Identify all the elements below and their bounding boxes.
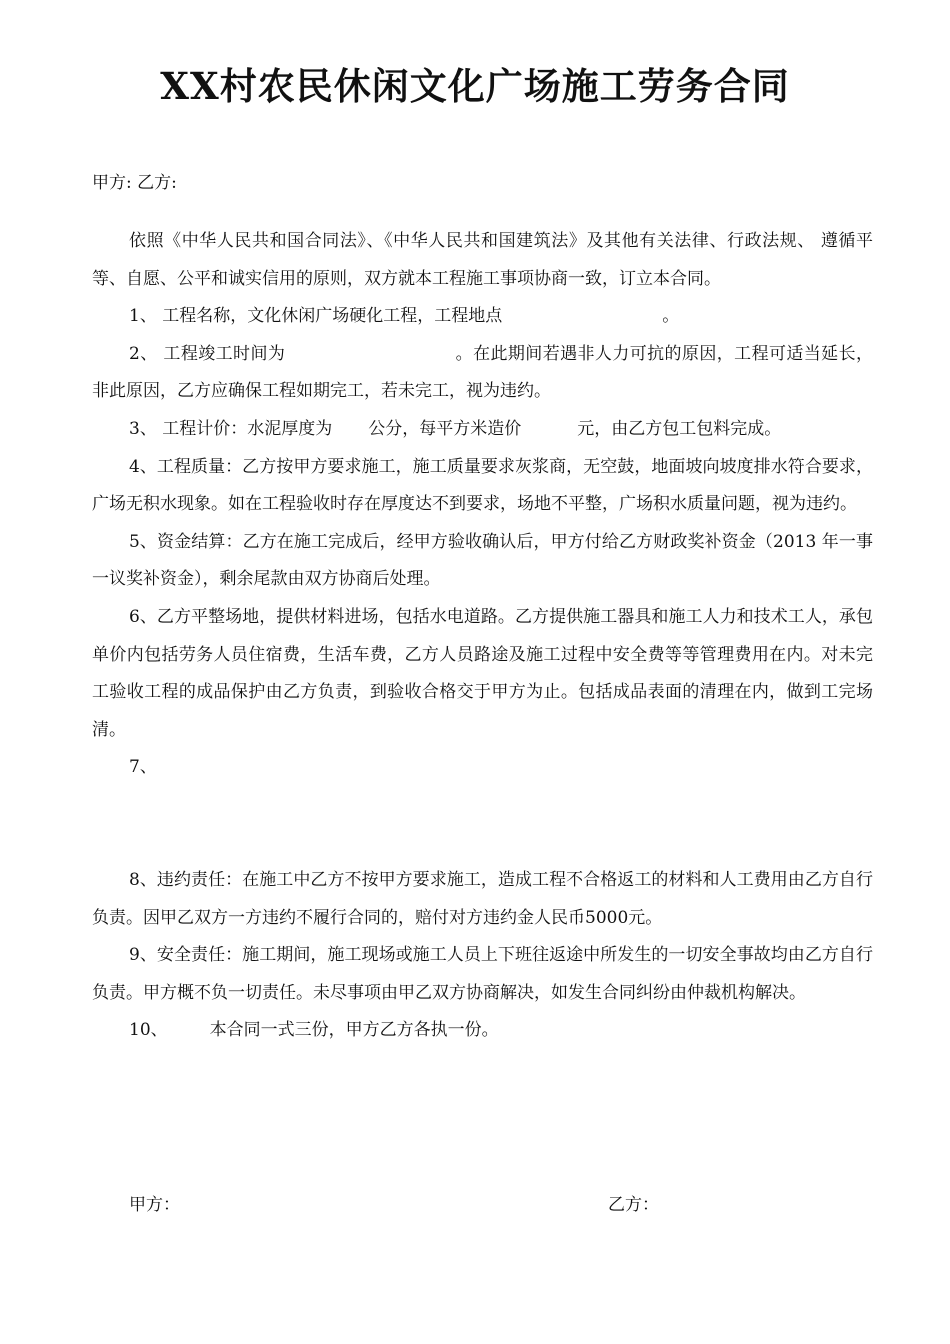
contract-title: XX村农民休闲文化广场施工劳务合同 — [160, 64, 790, 108]
clause-7-blank-area — [92, 787, 873, 862]
clause-10 — [92, 1012, 873, 1050]
clause-1-text: 1、 工程名称，文化休闲广场硬化工程，工程地点 — [129, 306, 503, 327]
contract-body — [92, 223, 873, 1050]
clause-3 — [92, 411, 873, 449]
clause-3-lead: 3、 工程计价：水泥厚度为 — [129, 418, 333, 439]
party-a-signature: 甲方： — [129, 1195, 180, 1215]
clause-1-end: 。 — [662, 306, 680, 327]
clause-5: 5、资金结算：乙方在施工完成后，经甲方验收确认后，甲方付给乙方财政奖补资金（2013 年一事一议奖补资金），剩余尾款由双方协商后处理。 — [92, 531, 873, 590]
clause-10-number: 10、 — [129, 1020, 168, 1041]
party-b-signature: 乙方： — [608, 1195, 659, 1215]
clause-10-text: 本合同一式三份，甲方乙方各执一份。 — [209, 1020, 499, 1041]
clause-4: 4、工程质量：乙方按甲方要求施工，施工质量要求灰浆商，无空鼓，地面坡向坡度排水符合要求，广场无积水现象。如在工程验收时存在厚度达不到要求，场地不平整，广场积水质量问题，视为违约。 — [92, 456, 873, 515]
clause-2-lead: 2、 工程竣工时间为 — [129, 343, 286, 364]
clause-7: 7、 — [129, 757, 157, 778]
parties-line: 甲方: 乙方: — [92, 173, 177, 193]
intro-paragraph: 依照《中华人民共和国合同法》、《中华人民共和国建筑法》及其他有关法律、行政法规、 遵循平等、自愿、公平和诚实信用的原则，双方就本工程施工事项协商一致，订立本合同。 — [92, 231, 873, 289]
clause-6: 6、乙方平整场地，提供材料进场，包括水电道路。乙方提供施工器具和施工人力和技术工人，承包单价内包括劳务人员住宿费，生活车费，乙方人员路途及施工过程中安全费等等管理费用在内。对未完工验收工程的成品保护由乙方负责，到验收合格交于甲方为止。包括成品表面的清理在内，做到工完场清。 — [92, 606, 873, 740]
clause-8: 8、违约责任：在施工中乙方不按甲方要求施工，造成工程不合格返工的材料和人工费用由乙方自行负责。因甲乙双方一方违约不履行合同的，赔付对方违约金人民币5000元。 — [92, 869, 873, 928]
clause-9: 9、安全责任：施工期间，施工现场或施工人员上下班往返途中所发生的一切安全事故均由乙方自行负责。甲方概不负一切责任。未尽事项由甲乙双方协商解决，如发生合同纠纷由仲裁机构解决。 — [92, 945, 873, 1003]
clause-2-tail: 。在此期间若遇非人力可抗的原因，工程可适当延长，非此原因，乙方应确保工程如期完工，若未完工，视为违约。 — [92, 343, 873, 402]
clause-3-mid: 公分，每平方米造价 — [368, 418, 522, 439]
clause-2 — [92, 336, 873, 411]
clause-1 — [92, 298, 873, 336]
clause-3-tail: 元，由乙方包工包料完成。 — [577, 418, 782, 439]
